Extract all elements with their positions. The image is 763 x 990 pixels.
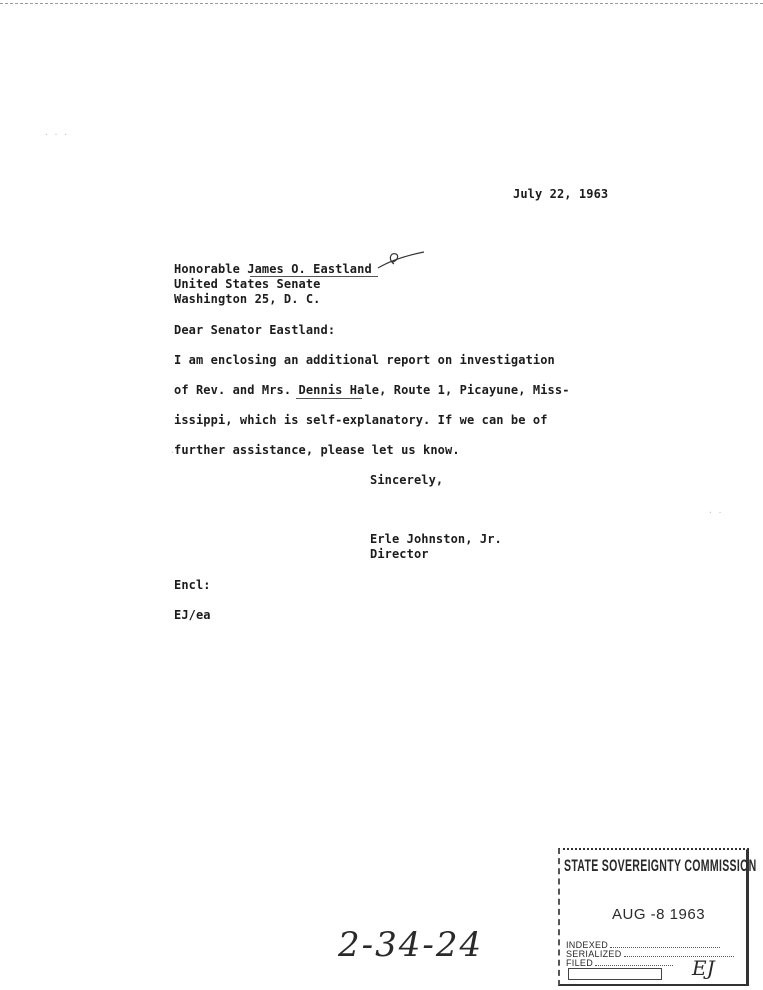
letter-body-line: I am enclosing an additional report on investigation — [174, 353, 555, 367]
dotted-line — [595, 965, 673, 966]
stamp-entry-box — [568, 968, 662, 980]
dotted-line — [610, 947, 720, 948]
stamp-indexed-label: INDEXED — [566, 940, 609, 950]
stamp-handwritten-initials: EJ — [692, 956, 715, 980]
paper-speck: · — [170, 448, 175, 457]
handwritten-check-mark — [374, 246, 430, 274]
signer-name: Erle Johnston, Jr. — [370, 532, 502, 546]
stamp-serialized-label: SERIALIZED — [566, 949, 622, 959]
letter-closing: Sincerely, — [370, 473, 444, 487]
stamp-date: AUG -8 1963 — [612, 906, 706, 923]
receipt-stamp — [558, 848, 757, 986]
handwritten-file-number: 2-34-24 — [338, 925, 484, 965]
letter-body-line: further assistance, please let us know. — [174, 443, 460, 457]
letter-date: July 22, 1963 — [513, 187, 609, 201]
dotted-line — [624, 956, 734, 957]
recipient-city-line: Washington 25, D. C. — [174, 292, 321, 306]
paper-speck: · · — [708, 508, 723, 517]
recipient-name-line: Honorable James O. Eastland — [174, 262, 372, 276]
stamp-filed-row — [566, 958, 673, 968]
signer-title: Director — [370, 547, 429, 561]
enclosure-notation: Encl: — [174, 578, 211, 592]
page-top-edge — [0, 3, 763, 4]
paper-speck: · · · — [44, 130, 69, 139]
letter-body-line: issippi, which is self-explanatory. If we can be of — [174, 413, 548, 427]
stamp-filed-label: FILED — [566, 958, 594, 968]
subject-name-underline — [296, 398, 362, 399]
letter-salutation: Dear Senator Eastland: — [174, 323, 336, 337]
recipient-office-line: United States Senate — [174, 277, 321, 291]
stamp-title: STATE SOVEREIGNTY COMMISSION — [564, 856, 757, 875]
reference-initials: EJ/ea — [174, 608, 211, 622]
letter-body-line: of Rev. and Mrs. Dennis Hale, Route 1, Picayune, Miss- — [174, 383, 570, 397]
